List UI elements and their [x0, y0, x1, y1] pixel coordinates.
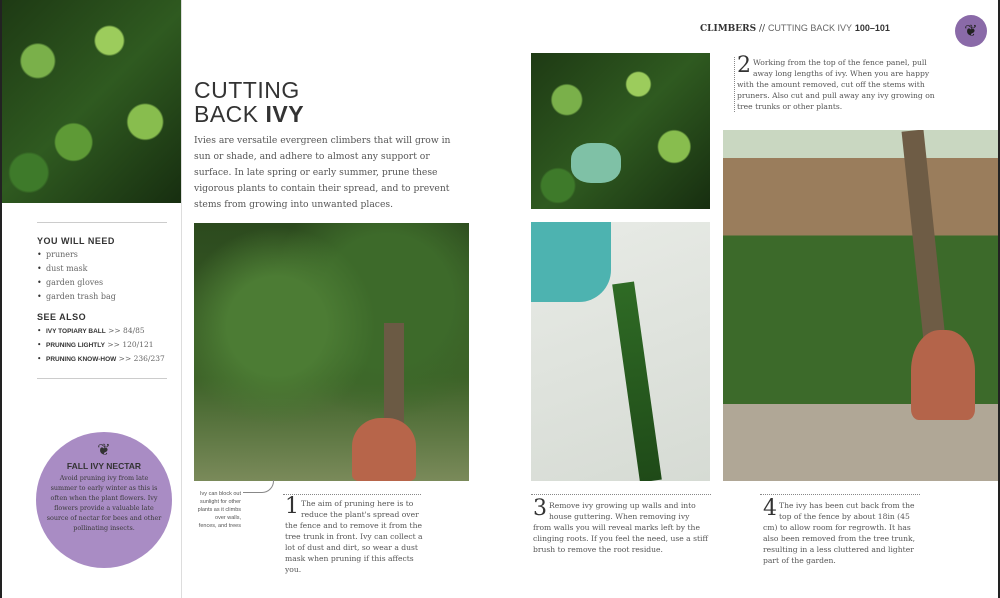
ivy-fence-before-photo: [194, 223, 469, 481]
terracotta-pot: [352, 418, 416, 481]
sidebar-rule: [37, 222, 167, 223]
sidebar-rule: [37, 378, 167, 379]
step-text: Working from the top of the fence panel, pull away long lengths of ivy. When you are happy with the amount removed, cut off the stems with pruners. Also cut and pull away any ivy growing on tree trunks or other plants.: [737, 58, 935, 111]
step-number: 1: [285, 494, 299, 519]
you-will-need: [37, 236, 172, 368]
need-item: • garden gloves: [37, 278, 172, 292]
see-also-link[interactable]: [37, 340, 172, 354]
tree-trunk: [902, 130, 947, 351]
step-text: Remove ivy growing up walls and into house guttering. When removing ivy from walls you will reveal marks left by the clinging roots. If you feel the need, use a stiff brush to remove the root residue.: [533, 501, 708, 554]
title-line1: CUTTING: [194, 77, 300, 103]
step-dots: [283, 494, 421, 495]
glove: [531, 222, 611, 302]
step-1: [285, 494, 423, 575]
link-label: PRUNING LIGHTLY: [46, 342, 105, 349]
ivy-emblem-icon: ❦: [97, 440, 111, 459]
tip-title: FALL IVY NECTAR: [66, 461, 142, 471]
need-item: • garden trash bag: [37, 292, 172, 306]
caption-leader: [243, 480, 274, 493]
link-label: PRUNING KNOW-HOW: [46, 356, 117, 363]
step-number: 3: [533, 496, 547, 521]
ivy-leaves-photo: [2, 0, 181, 203]
header-section: CLIMBERS: [700, 24, 757, 34]
step-text: The aim of pruning here is to reduce the plant's spread over the fence and to remove it from the tree trunk in front. Ivy can collect a lot of dust and dirt, so wear a dust mask when pruning if this affects you.: [285, 499, 423, 574]
ivy-emblem-icon: ❦: [955, 15, 987, 47]
need-item: • dust mask: [37, 264, 172, 278]
see-also-link[interactable]: [37, 354, 172, 368]
see-also-heading: SEE ALSO: [37, 312, 87, 322]
sidebar-divider: [181, 0, 182, 598]
title-bold: IVY: [265, 101, 305, 127]
step-number: 2: [737, 53, 751, 78]
pruning-photo: [531, 53, 710, 209]
wall-ivy-photo: [531, 222, 710, 481]
link-ref: >> 84/85: [108, 326, 145, 335]
running-header: [700, 23, 890, 34]
step-text: The ivy has been cut back from the top of the fence by about 18in (45 cm) to allow room for regrowth. It has also been removed from the tree trunk, resulting in a less cluttered and lighter part of the garden.: [763, 501, 915, 565]
ivy-stem: [612, 281, 662, 481]
page-title: [194, 78, 304, 126]
step-4: [763, 496, 923, 566]
need-heading: YOU WILL NEED: [37, 236, 115, 246]
ivy-fence-after-photo: [723, 130, 998, 481]
header-topic: CUTTING BACK IVY: [767, 23, 852, 33]
step-dots: [531, 494, 711, 495]
title-light: BACK: [194, 101, 266, 127]
photo-caption: Ivy can block out sunlight for other plants as it climbs over walls, fences, and trees: [197, 491, 241, 529]
tip-circle: [36, 432, 172, 568]
step-2: [734, 53, 947, 112]
page-numbers: 100–101: [854, 23, 890, 33]
link-ref: >> 236/237: [118, 354, 165, 363]
header-separator: //: [758, 24, 766, 34]
tip-body: Avoid pruning ivy from late summer to early winter as this is often when the plant flowers. Ivy flowers provide a valuable late source of nectar for bees and other pollinating insects.: [46, 474, 162, 532]
intro-text: Ivies are versatile evergreen climbers that will grow in sun or shade, and adhere to almost any support or surface. In late spring or early summer, prune these vigorous plants to contain their spread, and to prevent stems from growing into unwanted places.: [194, 135, 451, 210]
step-number: 4: [763, 496, 777, 521]
need-item: • pruners: [37, 250, 172, 264]
terracotta-pot: [911, 330, 975, 420]
see-also-link[interactable]: [37, 326, 172, 340]
step-dots: [760, 494, 920, 495]
link-ref: >> 120/121: [107, 340, 154, 349]
glove: [571, 143, 621, 183]
link-label: IVY TOPIARY BALL: [46, 328, 106, 335]
step-3: [533, 496, 708, 555]
